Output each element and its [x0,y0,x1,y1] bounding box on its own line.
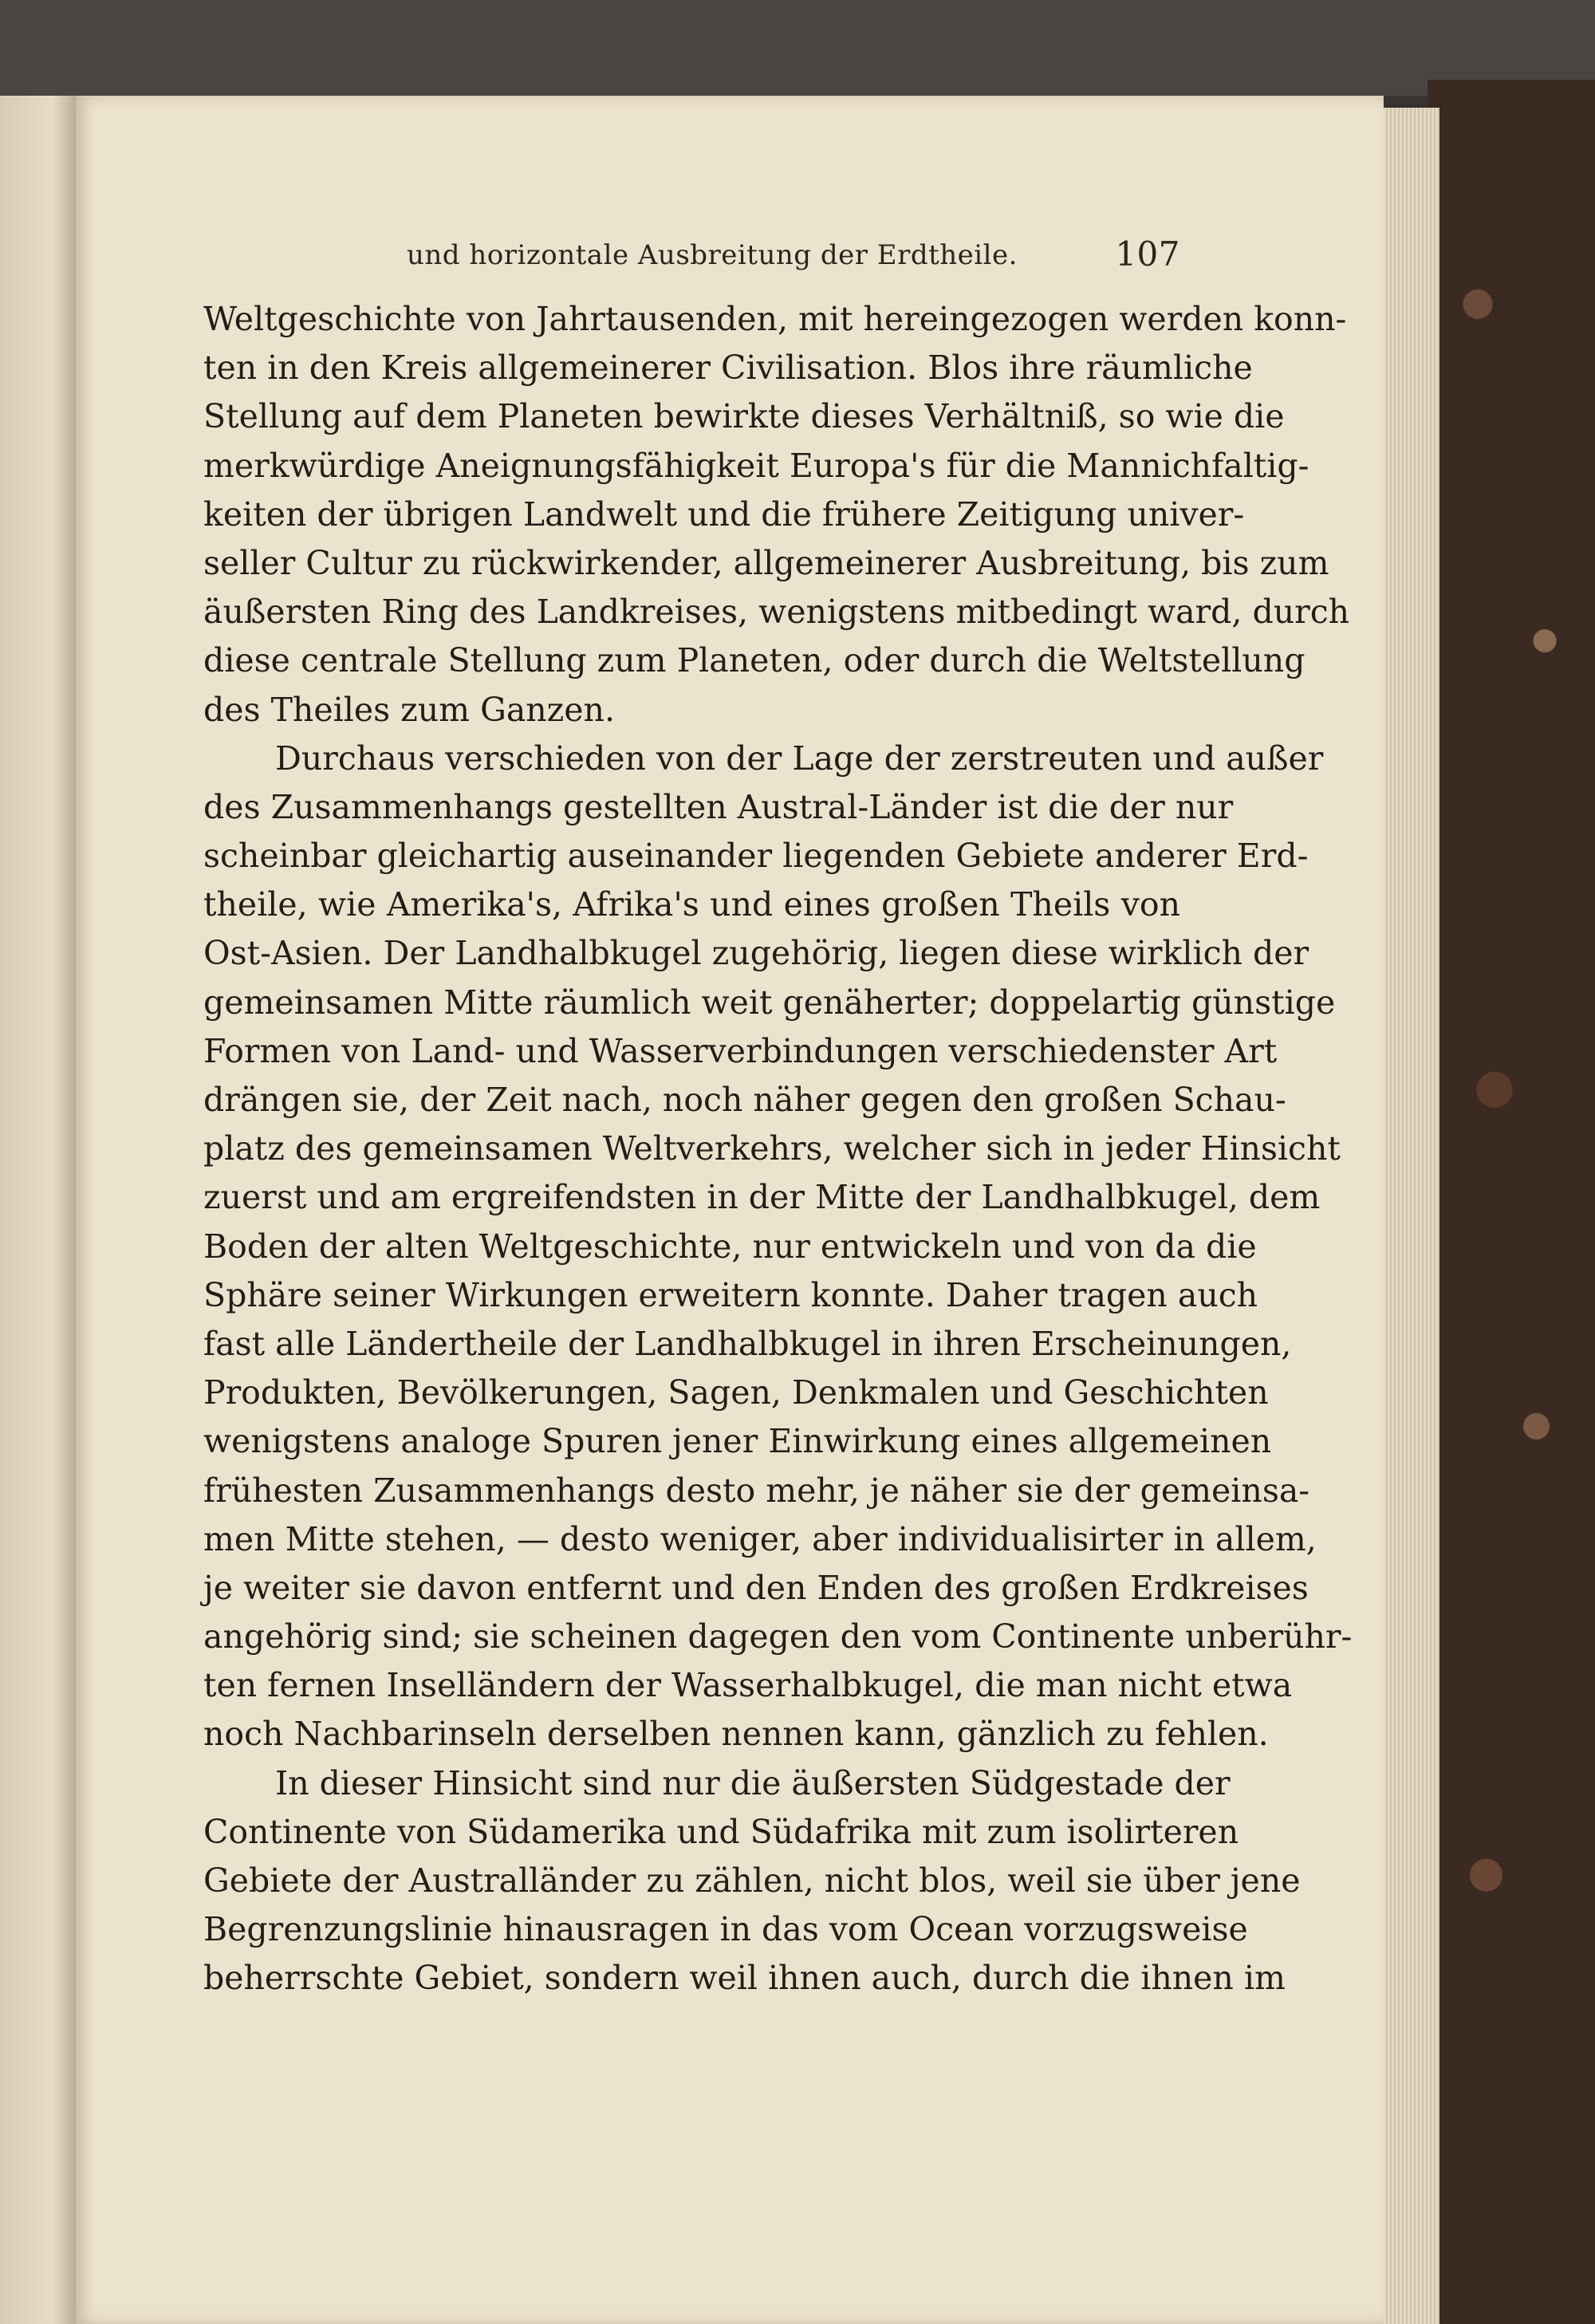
text-line: Gebiete der Australländer zu zählen, nicht blos, weil sie über jene [203,1861,1301,1900]
text-line: noch Nachbarinseln derselben nennen kann, gänzlich zu fehlen. [203,1715,1269,1754]
running-header [407,234,1180,279]
background-top [0,0,1595,96]
left-page-edge [0,96,76,2324]
text-line: Stellung auf dem Planeten bewirkte dieses Verhältniß, so wie die [203,397,1285,436]
text-line: Formen von Land- und Wasserverbindungen verschiedenster Art [203,1031,1278,1070]
text-line: ten in den Kreis allgemeinerer Civilisation. Blos ihre räumliche [203,349,1253,388]
paragraph-start-line: In dieser Hinsicht sind nur die äußersten Südgestade der [275,1763,1231,1802]
marbled-cover-board [1428,80,1595,2324]
page-block-edges [1384,108,1439,2324]
text-line: des Theiles zum Ganzen. [203,690,615,729]
text-line: men Mitte stehen, — desto weniger, aber individualisirter in allem, [203,1519,1317,1558]
text-line: je weiter sie davon entfernt und den Enden des großen Erdkreises [203,1568,1309,1607]
page-number: 107 [1115,234,1180,274]
text-line: fast alle Ländertheile der Landhalbkugel in ihren Erscheinungen, [203,1324,1292,1363]
text-line: drängen sie, der Zeit nach, noch näher gegen den großen Schau- [203,1081,1286,1119]
text-line: frühesten Zusammenhangs desto mehr, je näher sie der gemeinsa- [203,1471,1310,1510]
text-line: Ost-Asien. Der Landhalbkugel zugehörig, liegen diese wirklich der [203,934,1309,973]
text-line: merkwürdige Aneignungsfähigkeit Europa's für die Mannichfaltig- [203,446,1309,485]
text-line: ten fernen Inselländern der Wasserhalbkugel, die man nicht etwa [203,1666,1293,1705]
text-line: Weltgeschichte von Jahrtausenden, mit hereingezogen werden konn- [203,300,1347,338]
text-line: seller Cultur zu rückwirkender, allgemeinerer Ausbreitung, bis zum [203,543,1329,582]
paragraph-start-line: Durchaus verschieden von der Lage der zerstreuten und außer [275,739,1324,778]
text-line: äußersten Ring des Landkreises, wenigstens mitbedingt ward, durch [203,593,1350,632]
text-line: zuerst und am ergreifendsten in der Mitte der Landhalbkugel, dem [203,1178,1321,1217]
text-line: angehörig sind; sie scheinen dagegen den vom Continente unberühr- [203,1617,1353,1656]
text-line: Begrenzungslinie hinausragen in das vom Ocean vorzugsweise [203,1910,1248,1949]
text-line: Boden der alten Weltgeschichte, nur entwickeln und von da die [203,1227,1257,1266]
text-line: Continente von Südamerika und Südafrika mit zum isolirteren [203,1812,1239,1851]
text-line: Sphäre seiner Wirkungen erweitern konnte. Daher tragen auch [203,1275,1258,1314]
text-line: wenigstens analoge Spuren jener Einwirkung eines allgemeinen [203,1422,1272,1461]
running-title: und horizontale Ausbreitung der Erdtheile. [407,239,1018,271]
text-line: des Zusammenhangs gestellten Austral-Länder ist die der nur [203,787,1234,826]
text-line: scheinbar gleichartig auseinander liegenden Gebiete anderer Erd- [203,837,1309,876]
text-line: theile, wie Amerika's, Afrika's und eines großen Theils von [203,885,1180,924]
text-line: beherrschte Gebiet, sondern weil ihnen auch, durch die ihnen im [203,1959,1286,1998]
text-line: diese centrale Stellung zum Planeten, oder durch die Weltstellung [203,641,1306,680]
text-line: gemeinsamen Mitte räumlich weit genäherter; doppelartig günstige [203,983,1336,1022]
text-line: keiten der übrigen Landwelt und die frühere Zeitigung univer- [203,494,1245,534]
text-line: platz des gemeinsamen Weltverkehrs, welcher sich in jeder Hinsicht [203,1129,1341,1168]
text-line: Produkten, Bevölkerungen, Sagen, Denkmalen und Geschichten [203,1373,1269,1412]
body-text [203,295,1353,2003]
